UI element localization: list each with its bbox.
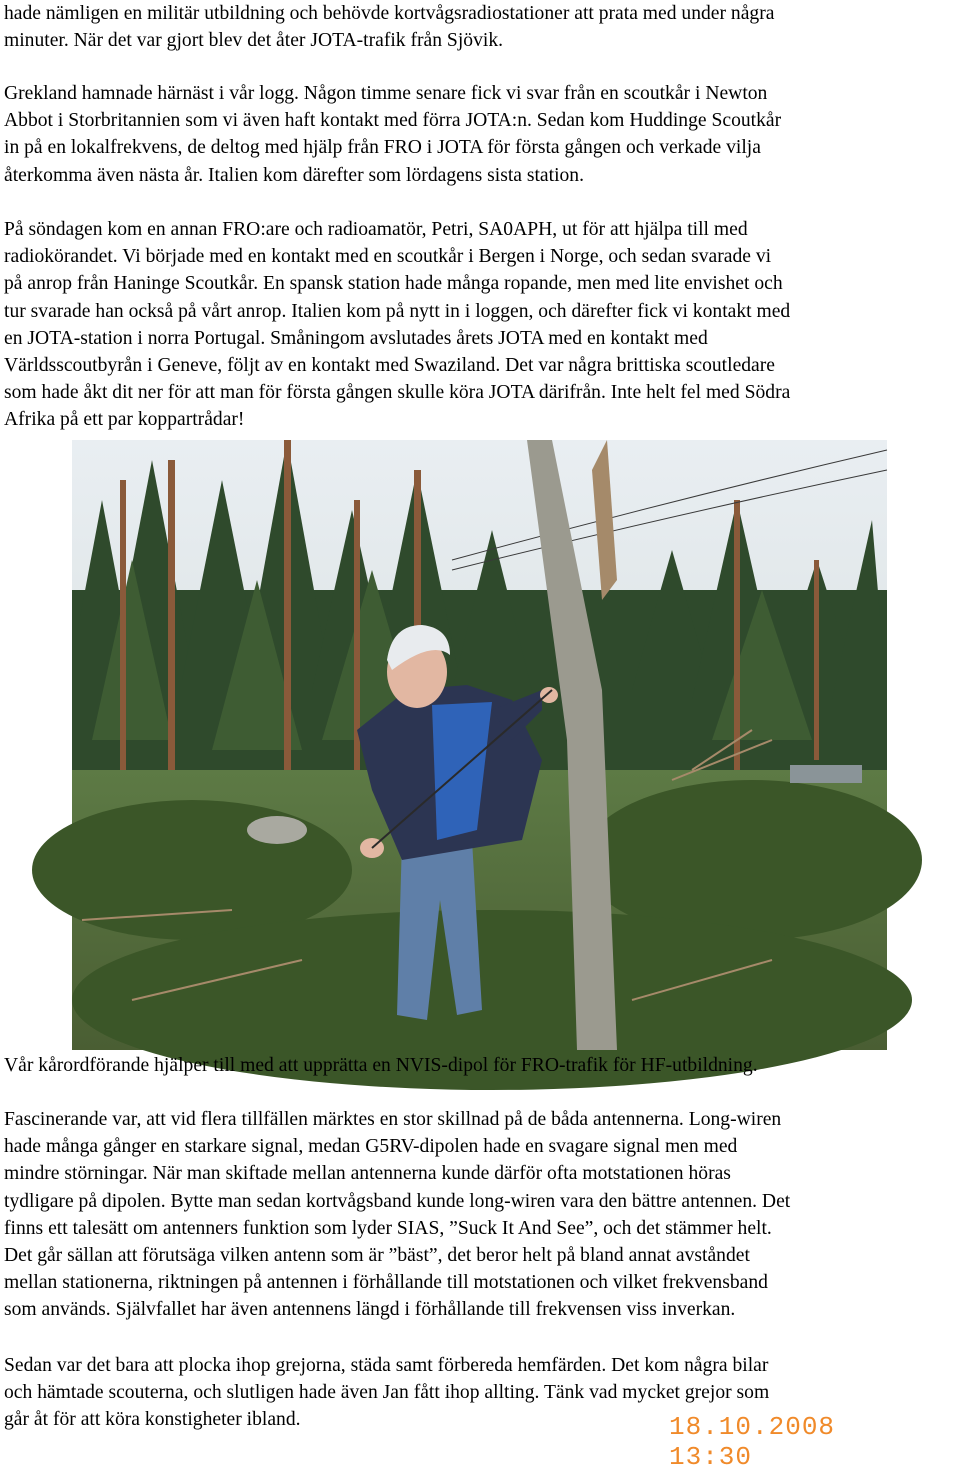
text-line: hade nämligen en militär utbildning och behövde kortvågsradiostationer att prata med under några [4, 3, 775, 24]
text-line: På söndagen kom en annan FRO:are och radioamatör, Petri, SA0APH, ut för att hjälpa till med [4, 219, 748, 240]
text-line: Det går sällan att förutsäga vilken antenn som är ”bäst”, det beror helt på bland annat avståndet [4, 1245, 750, 1267]
text-line: Världsscoutbyrån i Geneve, följt av en kontakt med Swaziland. Det var några brittiska scoutledare [4, 355, 775, 377]
text-line: går åt för att köra konstigheter ibland. [4, 1409, 301, 1431]
text-line: som används. Självfallet har även antennens längd i förhållande till frekvensen viss inverkan. [4, 1299, 736, 1321]
photo-date-stamp: 18.10.2008 13:30 [669, 1412, 836, 1472]
text-line: radiokörandet. Vi började med en kontakt med en scoutkår i Bergen i Norge, och sedan svarade vi [4, 246, 772, 268]
text-line: mindre störningar. När man skiftade mellan antennerna kunde därför ofta motstationen höras [4, 1163, 731, 1185]
text-line: in på en lokalfrekvens, de deltog med hjälp från FRO i JOTA för första gången och verkade vilja [4, 137, 761, 159]
text-line: hade många gånger en starkare signal, medan G5RV-dipolen hade en svagare signal men med [4, 1136, 738, 1158]
photo-illustration [72, 440, 887, 1050]
text-line: minuter. När det var gjort blev det åter JOTA-trafik från Sjövik. [4, 30, 504, 52]
paragraph-greece [4, 80, 956, 189]
text-line: Sedan var det bara att plocka ihop grejorna, städa samt förbereda hemfärden. Det kom några bilar [4, 1355, 769, 1376]
text-line: Afrika på ett par koppartrådar! [4, 409, 245, 431]
paragraph-antennas [4, 1106, 956, 1324]
text-line: Fascinerande var, att vid flera tillfällen märktes en stor skillnad på de båda antennerna. Long-wiren [4, 1109, 782, 1130]
paragraph-closing [4, 1352, 956, 1434]
text-line: tur svarade han också på vårt anrop. Italien kom på nytt in i loggen, och därefter fick vi kontakt med [4, 300, 791, 322]
text-line: mellan stationerna, riktningen på antennen i förhållande till motstationen och vilket frekvensband [4, 1272, 768, 1294]
text-line: på anrop från Haninge Scoutkår. En spansk station hade många ropande, men med lite envishet och [4, 273, 783, 295]
text-line: Abbot i Storbritannien som vi även haft kontakt med förra JOTA:n. Sedan kom Huddinge Scoutkår [4, 110, 782, 132]
text-line: tydligare på dipolen. Bytte man sedan kortvågsband kunde long-wiren vara den bättre antennen. Det [4, 1190, 791, 1212]
text-line: som hade åkt dit ner för att man för första gången skulle köra JOTA därifrån. Inte helt fel med Södra [4, 382, 791, 404]
text-line: Grekland hamnade härnäst i vår logg. Någon timme senare fick vi svar från en scoutkår i Newton [4, 83, 768, 104]
paragraph-intro [4, 0, 956, 54]
text-line: återkomma även nästa år. Italien kom därefter som lördagens sista station. [4, 164, 585, 186]
text-line: finns ett talesätt om antenners funktion som lyder SIAS, ”Suck It And See”, och det stämmer helt. [4, 1217, 772, 1239]
text-line: Vår kårordförande hjälper till med att upprätta en NVIS-dipol för FRO-trafik för HF-utbildning. [4, 1055, 758, 1076]
paragraph-sunday [4, 216, 956, 434]
text-line: en JOTA-station i norra Portugal. Småningom avslutades årets JOTA med en kontakt med [4, 327, 708, 349]
text-line: och hämtade scouterna, och slutligen hade även Jan fått ihop allting. Tänk vad mycket grejor som [4, 1382, 770, 1404]
photo-caption [4, 1052, 956, 1079]
